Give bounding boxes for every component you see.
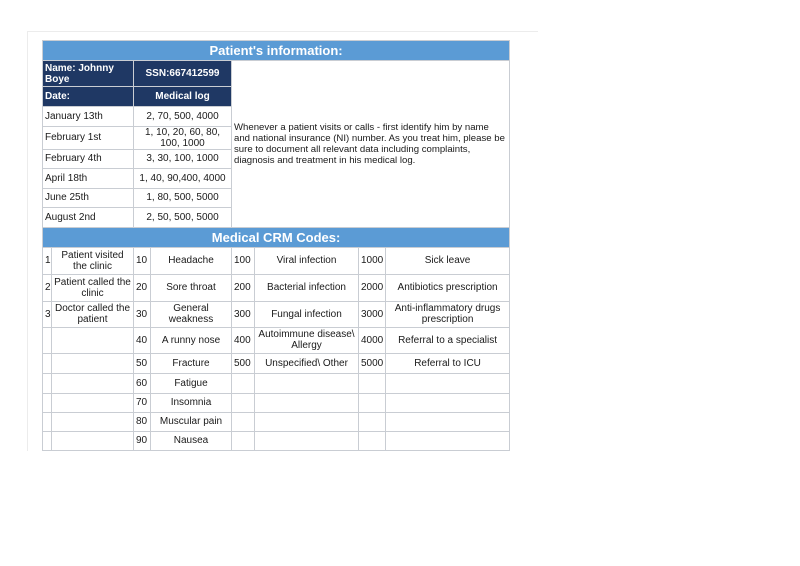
diagnosis-description (255, 431, 359, 450)
patient-info-title: Patient's information: (43, 41, 510, 61)
log-codes[interactable]: 3, 30, 100, 1000 (134, 149, 232, 169)
complaint-description: General weakness (151, 301, 232, 327)
log-codes[interactable]: 1, 80, 500, 5000 (134, 188, 232, 208)
log-codes[interactable]: 1, 40, 90,400, 4000 (134, 169, 232, 189)
complaint-description: Fatigue (151, 373, 232, 393)
sheet-edge-left (27, 31, 28, 451)
log-date[interactable]: February 4th (43, 149, 134, 169)
complaint-code: 80 (134, 412, 151, 431)
contact-description: Patient visited the clinic (52, 247, 134, 274)
treatment-code: 5000 (359, 353, 386, 373)
treatment-code (359, 431, 386, 450)
complaint-description: A runny nose (151, 327, 232, 353)
crm-codes-title: Medical CRM Codes: (43, 227, 510, 247)
diagnosis-description: Fungal infection (255, 301, 359, 327)
treatment-code: 2000 (359, 274, 386, 301)
complaint-code: 90 (134, 431, 151, 450)
contact-code: 1 (43, 247, 52, 274)
contact-description (52, 353, 134, 373)
treatment-description: Sick leave (386, 247, 510, 274)
crm-row (43, 431, 510, 450)
log-codes[interactable]: 2, 50, 500, 5000 (134, 208, 232, 228)
log-date[interactable]: January 13th (43, 107, 134, 127)
date-header: Date: (43, 87, 134, 107)
treatment-description (386, 431, 510, 450)
treatment-description: Anti-inflammatory drugs prescription (386, 301, 510, 327)
contact-description (52, 393, 134, 412)
log-date[interactable]: June 25th (43, 188, 134, 208)
diagnosis-description: Bacterial infection (255, 274, 359, 301)
patient-name[interactable]: Name: Johnny Boye (43, 61, 134, 87)
treatment-code: 1000 (359, 247, 386, 274)
crm-row (43, 247, 510, 274)
complaint-description: Sore throat (151, 274, 232, 301)
contact-code (43, 393, 52, 412)
diagnosis-code (232, 412, 255, 431)
diagnosis-description (255, 393, 359, 412)
diagnosis-code: 200 (232, 274, 255, 301)
diagnosis-code (232, 431, 255, 450)
treatment-description: Antibiotics prescription (386, 274, 510, 301)
treatment-code: 3000 (359, 301, 386, 327)
complaint-code: 40 (134, 327, 151, 353)
contact-description (52, 431, 134, 450)
diagnosis-description: Unspecified\ Other (255, 353, 359, 373)
diagnosis-description: Autoimmune disease\ Allergy (255, 327, 359, 353)
crm-row (43, 301, 510, 327)
treatment-description (386, 412, 510, 431)
contact-description (52, 412, 134, 431)
sheet-edge-top (27, 31, 538, 32)
treatment-description (386, 373, 510, 393)
diagnosis-description (255, 412, 359, 431)
log-codes[interactable]: 2, 70, 500, 4000 (134, 107, 232, 127)
contact-code (43, 431, 52, 450)
log-date[interactable]: August 2nd (43, 208, 134, 228)
crm-row (43, 327, 510, 353)
crm-row (43, 412, 510, 431)
contact-description (52, 327, 134, 353)
crm-row (43, 353, 510, 373)
treatment-description: Referral to ICU (386, 353, 510, 373)
log-codes[interactable]: 1, 10, 20, 60, 80, 100, 1000 (134, 126, 232, 149)
contact-description: Doctor called the patient (52, 301, 134, 327)
complaint-description: Headache (151, 247, 232, 274)
contact-code (43, 373, 52, 393)
complaint-code: 20 (134, 274, 151, 301)
treatment-description (386, 393, 510, 412)
treatment-code: 4000 (359, 327, 386, 353)
diagnosis-code: 400 (232, 327, 255, 353)
diagnosis-code (232, 393, 255, 412)
complaint-code: 30 (134, 301, 151, 327)
diagnosis-code (232, 373, 255, 393)
treatment-code (359, 373, 386, 393)
complaint-code: 60 (134, 373, 151, 393)
complaint-code: 50 (134, 353, 151, 373)
contact-code: 2 (43, 274, 52, 301)
contact-description: Patient called the clinic (52, 274, 134, 301)
patient-sheet (42, 40, 510, 451)
complaint-description: Muscular pain (151, 412, 232, 431)
complaint-description: Insomnia (151, 393, 232, 412)
contact-code (43, 327, 52, 353)
diagnosis-code: 100 (232, 247, 255, 274)
diagnosis-code: 300 (232, 301, 255, 327)
contact-description (52, 373, 134, 393)
diagnosis-code: 500 (232, 353, 255, 373)
complaint-description: Nausea (151, 431, 232, 450)
contact-code (43, 412, 52, 431)
treatment-description: Referral to a specialist (386, 327, 510, 353)
patient-ssn[interactable]: SSN:667412599 (134, 61, 232, 87)
treatment-code (359, 412, 386, 431)
log-date[interactable]: February 1st (43, 126, 134, 149)
treatment-code (359, 393, 386, 412)
contact-code: 3 (43, 301, 52, 327)
complaint-code: 70 (134, 393, 151, 412)
crm-row (43, 274, 510, 301)
complaint-code: 10 (134, 247, 151, 274)
crm-row (43, 393, 510, 412)
instructions-note: Whenever a patient visits or calls - first identify him by name and national insurance (NI) number. As you treat him, please be sure to document all relevant data including complaints, diagnosis and treatment in his medical log. (232, 61, 510, 228)
medical-log-header: Medical log (134, 87, 232, 107)
crm-row (43, 373, 510, 393)
log-date[interactable]: April 18th (43, 169, 134, 189)
diagnosis-description: Viral infection (255, 247, 359, 274)
complaint-description: Fracture (151, 353, 232, 373)
contact-code (43, 353, 52, 373)
diagnosis-description (255, 373, 359, 393)
